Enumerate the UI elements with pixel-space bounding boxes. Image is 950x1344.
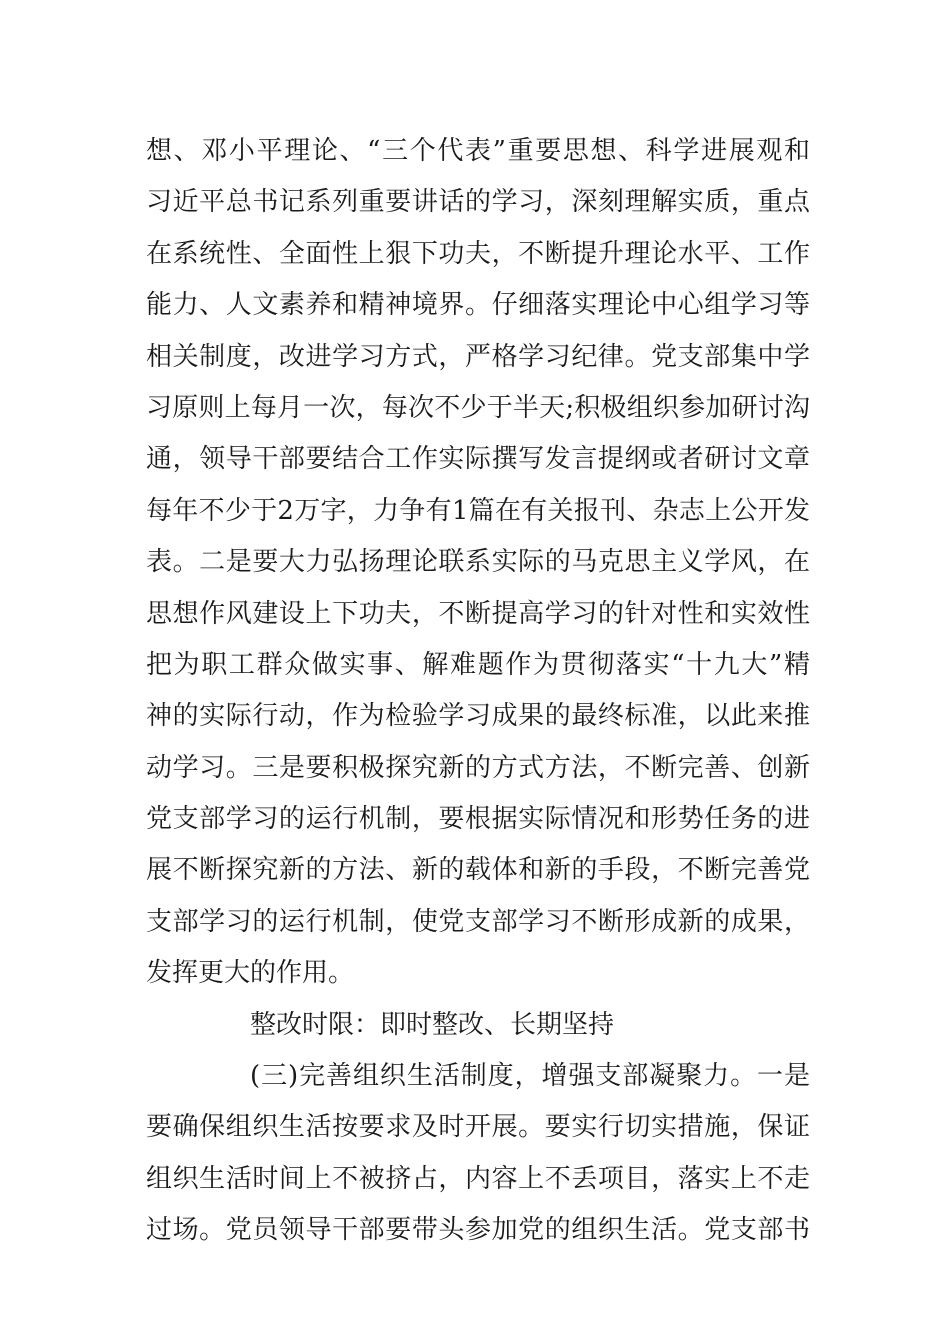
paragraph-line: 通，领导干部要结合工作实际撰写发言提纲或者研讨文章 xyxy=(146,444,810,475)
paragraph-line: 动学习。三是要积极探究新的方式方法，不断完善、创新 xyxy=(146,752,810,783)
paragraph-line: 把为职工群众做实事、解难题作为贯彻落实“十九大”精 xyxy=(146,649,810,680)
paragraph-line: 表。二是要大力弘扬理论联系实际的马克思主义学风，在 xyxy=(146,547,810,578)
paragraph-line: 神的实际行动，作为检验学习成果的最终标准，以此来推 xyxy=(146,701,810,732)
paragraph-line: 思想作风建设上下功夫，不断提高学习的针对性和实效性 xyxy=(146,598,810,629)
paragraph-line: 发挥更大的作用。 xyxy=(146,958,355,989)
paragraph-line: 党支部学习的运行机制，要根据实际情况和形势任务的进 xyxy=(146,804,810,835)
paragraph-line: 能力、人文素养和精神境界。仔细落实理论中心组学习等 xyxy=(146,290,810,321)
paragraph-line: 习近平总书记系列重要讲话的学习，深刻理解实质，重点 xyxy=(146,187,810,218)
paragraph-line: 要确保组织生活按要求及时开展。要实行切实措施，保证 xyxy=(146,1112,810,1143)
paragraph-line: 展不断探究新的方法、新的载体和新的手段，不断完善党 xyxy=(146,855,810,886)
paragraph-line: 过场。党员领导干部要带头参加党的组织生活。党支部书 xyxy=(146,1215,810,1246)
paragraph-line: 在系统性、全面性上狠下功夫，不断提升理论水平、工作 xyxy=(146,238,810,269)
document-body xyxy=(146,126,810,1257)
paragraph-line: 组织生活时间上不被挤占，内容上不丢项目，落实上不走 xyxy=(146,1163,810,1194)
deadline-line: 整改时限：即时整改、长期坚持 xyxy=(250,1009,615,1040)
paragraph-line: 想、邓小平理论、“三个代表”重要思想、科学进展观和 xyxy=(146,136,810,166)
paragraph-line: 习原则上每月一次，每次不少于半天;积极组织参加研讨沟 xyxy=(146,392,810,423)
paragraph-line: 相关制度，改进学习方式，严格学习纪律。党支部集中学 xyxy=(146,341,810,372)
paragraph-line: 支部学习的运行机制，使党支部学习不断形成新的成果， xyxy=(146,906,810,937)
paragraph-line: (三)完善组织生活制度，增强支部凝聚力。一是 xyxy=(250,1061,810,1092)
paragraph-line: 每年不少于2万字，力争有1篇在有关报刊、杂志上公开发 xyxy=(146,495,810,526)
